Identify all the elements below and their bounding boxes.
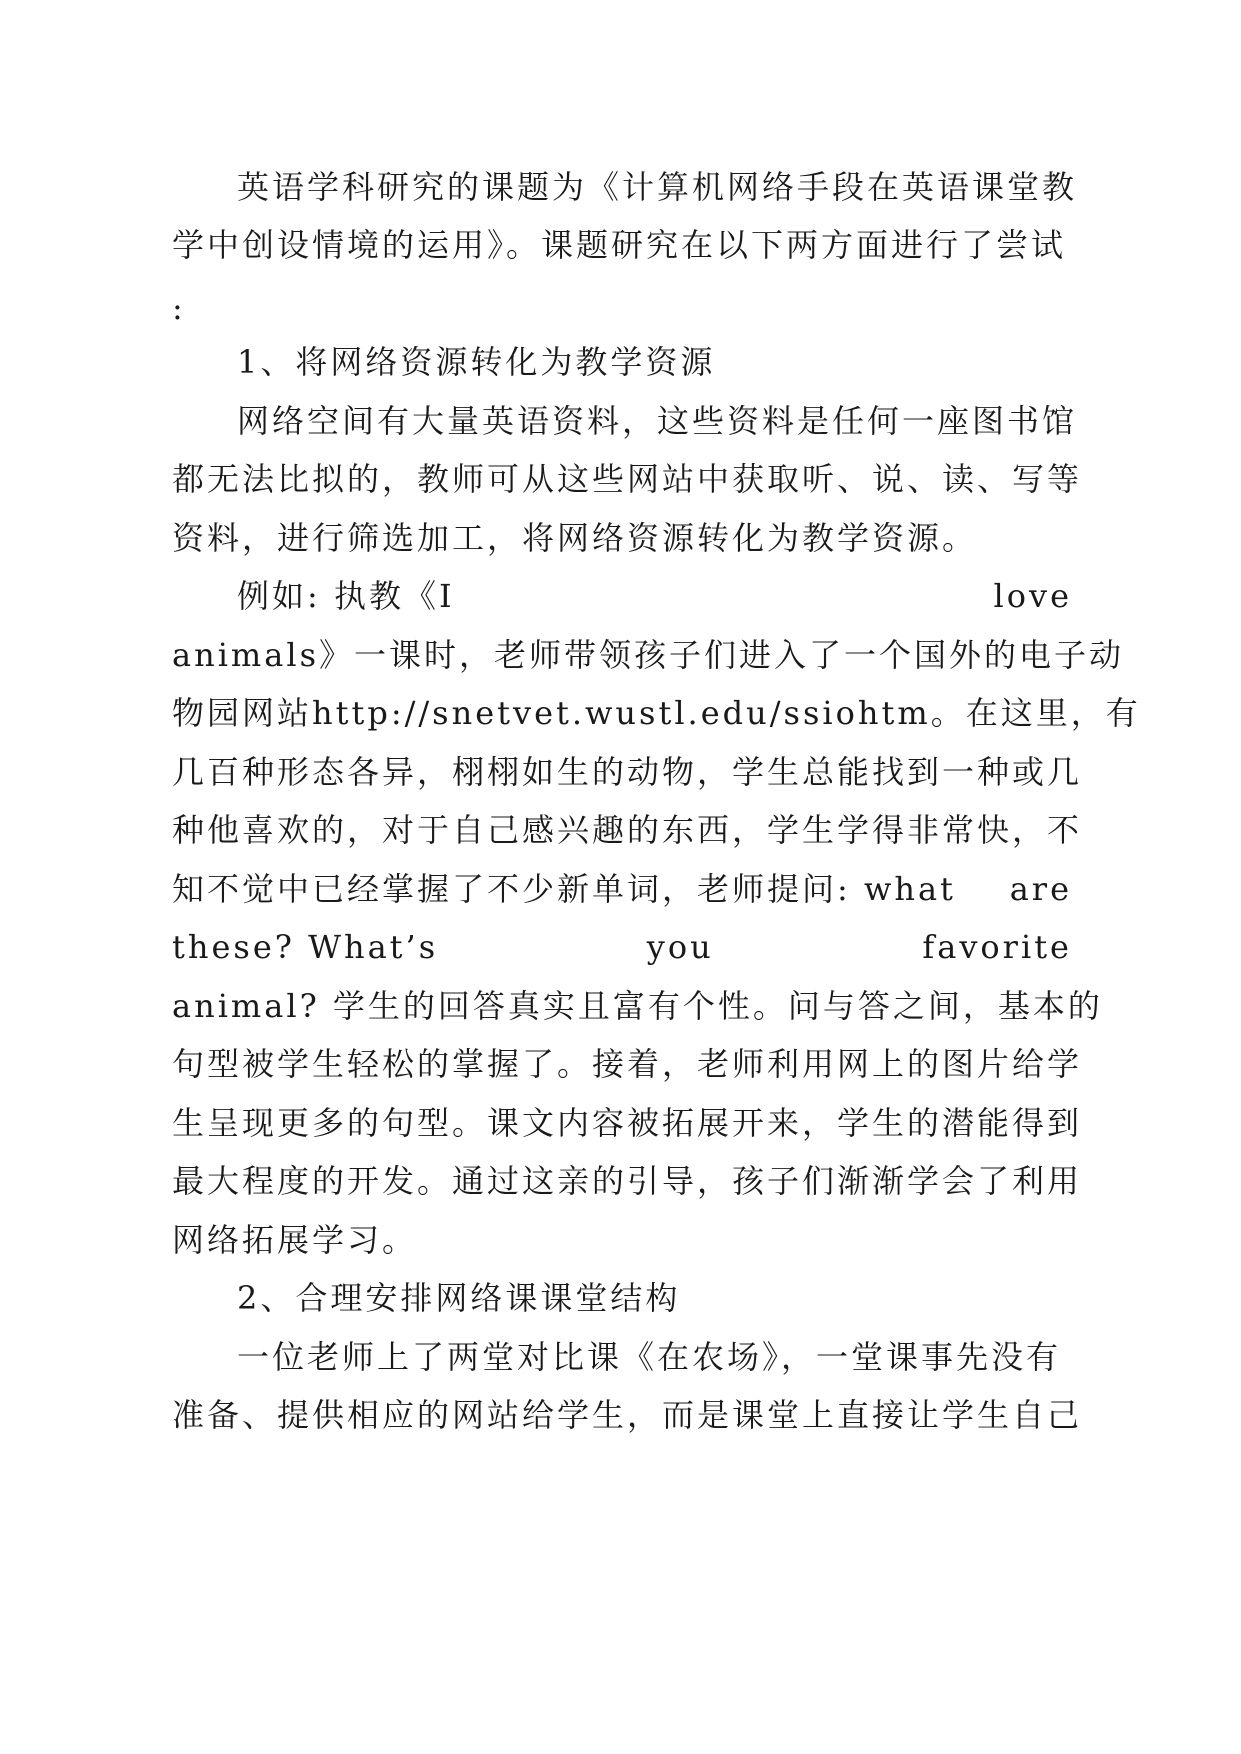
paragraph-line: animals》一课时，老师带领孩子们进入了一个国外的电子动 (172, 636, 1125, 674)
section-heading-2: 2、合理安排网络课课堂结构 (237, 1279, 681, 1317)
line-segment: love (993, 577, 1072, 615)
paragraph-line: : (172, 289, 186, 327)
section-heading-1: 1、将网络资源转化为教学资源 (237, 343, 716, 381)
paragraph-line: 几百种形态各异，栩栩如生的动物，学生总能找到一种或几 (172, 753, 1083, 791)
line-segment: these? What’s (172, 928, 439, 966)
line-segment: 例如: 执教《I (237, 577, 455, 615)
line-segment: favorite (922, 928, 1072, 966)
paragraph-line: 都无法比拟的，教师可从这些网站中获取听、说、读、写等 (172, 460, 1083, 498)
paragraph-line: 种他喜欢的，对于自己感兴趣的东西，学生学得非常快，不 (172, 811, 1083, 849)
paragraph-line: animal? 学生的回答真实且富有个性。问与答之间，基本的 (172, 987, 1103, 1025)
paragraph-line: 准备、提供相应的网站给学生，而是课堂上直接让学生自己 (172, 1396, 1083, 1434)
paragraph-line: 资料，进行筛选加工，将网络资源转化为教学资源。 (172, 519, 978, 557)
paragraph-line: 最大程度的开发。通过这亲的引导，孩子们渐渐学会了利用 (172, 1162, 1083, 1200)
paragraph-line: 生呈现更多的句型。课文内容被拓展开来，学生的潜能得到 (172, 1104, 1083, 1142)
paragraph-line: 一位老师上了两堂对比课《在农场》，一堂课事先没有 (237, 1338, 1062, 1376)
line-segment: are (1009, 870, 1072, 908)
paragraph-line: 句型被学生轻松的掌握了。接着，老师利用网上的图片给学 (172, 1045, 1083, 1083)
paragraph-line-justified (172, 915, 1072, 979)
paragraph-line: 英语学科研究的课题为《计算机网络手段在英语课堂教 (237, 168, 1078, 206)
paragraph-line: 网络空间有大量英语资料，这些资料是任何一座图书馆 (237, 402, 1078, 440)
paragraph-line-justified (237, 564, 1072, 628)
paragraph-line: 物园网站http://snetvet.wustl.edu/ssiohtm。在这里，有 (172, 694, 1141, 732)
line-segment: 知不觉中已经掌握了不少新单词，老师提问: what (172, 870, 956, 908)
line-segment: you (646, 928, 714, 966)
paragraph-line: 学中创设情境的运用》。课题研究在以下两方面进行了尝试 (172, 226, 1067, 264)
paragraph-line-justified (172, 857, 1072, 921)
paragraph-line: 网络拓展学习。 (172, 1221, 418, 1259)
